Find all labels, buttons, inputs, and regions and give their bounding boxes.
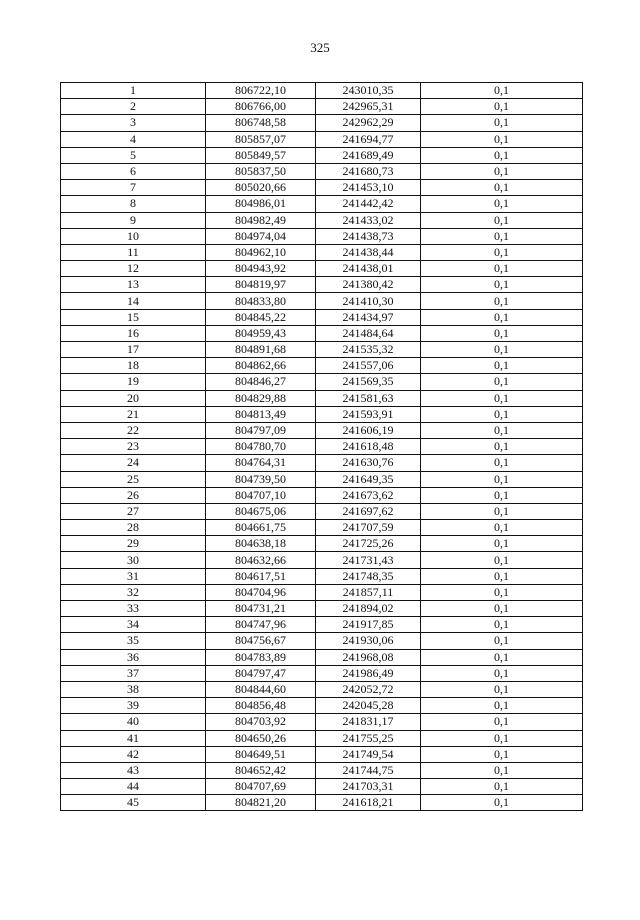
page-number: 325 [310,40,330,55]
table-row [61,342,583,358]
table-row [61,83,583,99]
y-coordinate-cell: 241930,06 [316,633,421,649]
x-coordinate-cell: 804856,48 [206,698,316,714]
accuracy-cell: 0,1 [421,180,583,196]
point-number-cell: 39 [61,698,206,714]
point-number-cell: 4 [61,131,206,147]
y-coordinate-cell: 241689,49 [316,147,421,163]
accuracy-cell: 0,1 [421,471,583,487]
accuracy-cell: 0,1 [421,99,583,115]
table-row [61,261,583,277]
point-number-cell: 1 [61,83,206,99]
y-coordinate-cell: 241731,43 [316,552,421,568]
y-coordinate-cell: 241581,63 [316,390,421,406]
x-coordinate-cell: 804731,21 [206,601,316,617]
accuracy-cell: 0,1 [421,762,583,778]
accuracy-cell: 0,1 [421,503,583,519]
x-coordinate-cell: 804797,09 [206,422,316,438]
point-number-cell: 25 [61,471,206,487]
x-coordinate-cell: 804943,92 [206,261,316,277]
accuracy-cell: 0,1 [421,633,583,649]
accuracy-cell: 0,1 [421,795,583,811]
table-row [61,374,583,390]
table-row [61,293,583,309]
accuracy-cell: 0,1 [421,406,583,422]
point-number-cell: 6 [61,163,206,179]
table-row [61,455,583,471]
y-coordinate-cell: 241410,30 [316,293,421,309]
y-coordinate-cell: 241968,08 [316,649,421,665]
point-number-cell: 2 [61,99,206,115]
accuracy-cell: 0,1 [421,131,583,147]
x-coordinate-cell: 804780,70 [206,439,316,455]
table-row [61,601,583,617]
y-coordinate-cell: 241569,35 [316,374,421,390]
table-row [61,471,583,487]
y-coordinate-cell: 241438,44 [316,244,421,260]
point-number-cell: 38 [61,681,206,697]
point-number-cell: 40 [61,714,206,730]
point-number-cell: 7 [61,180,206,196]
coordinates-table [60,82,583,811]
x-coordinate-cell: 804675,06 [206,503,316,519]
x-coordinate-cell: 804986,01 [206,196,316,212]
x-coordinate-cell: 806748,58 [206,115,316,131]
point-number-cell: 43 [61,762,206,778]
accuracy-cell: 0,1 [421,681,583,697]
x-coordinate-cell: 804707,69 [206,779,316,795]
y-coordinate-cell: 241453,10 [316,180,421,196]
accuracy-cell: 0,1 [421,584,583,600]
accuracy-cell: 0,1 [421,293,583,309]
accuracy-cell: 0,1 [421,487,583,503]
x-coordinate-cell: 804821,20 [206,795,316,811]
point-number-cell: 41 [61,730,206,746]
accuracy-cell: 0,1 [421,374,583,390]
point-number-cell: 8 [61,196,206,212]
point-number-cell: 3 [61,115,206,131]
point-number-cell: 36 [61,649,206,665]
x-coordinate-cell: 804638,18 [206,536,316,552]
y-coordinate-cell: 241618,21 [316,795,421,811]
table-row [61,762,583,778]
table-row [61,180,583,196]
table-row [61,439,583,455]
point-number-cell: 45 [61,795,206,811]
accuracy-cell: 0,1 [421,455,583,471]
table-row [61,730,583,746]
table-row [61,779,583,795]
accuracy-cell: 0,1 [421,649,583,665]
x-coordinate-cell: 804764,31 [206,455,316,471]
accuracy-cell: 0,1 [421,714,583,730]
y-coordinate-cell: 242052,72 [316,681,421,697]
point-number-cell: 5 [61,147,206,163]
y-coordinate-cell: 241618,48 [316,439,421,455]
point-number-cell: 28 [61,520,206,536]
table-row [61,196,583,212]
table-row [61,115,583,131]
table-row [61,163,583,179]
x-coordinate-cell: 804617,51 [206,568,316,584]
x-coordinate-cell: 804982,49 [206,212,316,228]
point-number-cell: 18 [61,358,206,374]
y-coordinate-cell: 241649,35 [316,471,421,487]
x-coordinate-cell: 804813,49 [206,406,316,422]
table-row [61,795,583,811]
accuracy-cell: 0,1 [421,390,583,406]
table-row [61,633,583,649]
y-coordinate-cell: 241433,02 [316,212,421,228]
x-coordinate-cell: 804707,10 [206,487,316,503]
accuracy-cell: 0,1 [421,601,583,617]
point-number-cell: 22 [61,422,206,438]
y-coordinate-cell: 241606,19 [316,422,421,438]
y-coordinate-cell: 241438,73 [316,228,421,244]
accuracy-cell: 0,1 [421,115,583,131]
point-number-cell: 19 [61,374,206,390]
point-number-cell: 9 [61,212,206,228]
accuracy-cell: 0,1 [421,439,583,455]
y-coordinate-cell: 241831,17 [316,714,421,730]
table-row [61,487,583,503]
y-coordinate-cell: 241725,26 [316,536,421,552]
table-row [61,649,583,665]
point-number-cell: 34 [61,617,206,633]
point-number-cell: 42 [61,746,206,762]
y-coordinate-cell: 241697,62 [316,503,421,519]
x-coordinate-cell: 804974,04 [206,228,316,244]
y-coordinate-cell: 242965,31 [316,99,421,115]
x-coordinate-cell: 804962,10 [206,244,316,260]
accuracy-cell: 0,1 [421,698,583,714]
table-row [61,552,583,568]
point-number-cell: 17 [61,342,206,358]
point-number-cell: 20 [61,390,206,406]
accuracy-cell: 0,1 [421,244,583,260]
y-coordinate-cell: 241535,32 [316,342,421,358]
y-coordinate-cell: 241917,85 [316,617,421,633]
y-coordinate-cell: 241755,25 [316,730,421,746]
table-row [61,665,583,681]
x-coordinate-cell: 804846,27 [206,374,316,390]
x-coordinate-cell: 805849,57 [206,147,316,163]
accuracy-cell: 0,1 [421,147,583,163]
y-coordinate-cell: 241380,42 [316,277,421,293]
x-coordinate-cell: 805020,66 [206,180,316,196]
accuracy-cell: 0,1 [421,358,583,374]
x-coordinate-cell: 804649,51 [206,746,316,762]
table-row [61,147,583,163]
table-row [61,584,583,600]
x-coordinate-cell: 804862,66 [206,358,316,374]
table-row [61,714,583,730]
y-coordinate-cell: 241744,75 [316,762,421,778]
x-coordinate-cell: 804829,88 [206,390,316,406]
accuracy-cell: 0,1 [421,163,583,179]
accuracy-cell: 0,1 [421,83,583,99]
x-coordinate-cell: 804833,80 [206,293,316,309]
y-coordinate-cell: 241680,73 [316,163,421,179]
table-row [61,503,583,519]
y-coordinate-cell: 241484,64 [316,325,421,341]
table-row [61,617,583,633]
table-row [61,99,583,115]
table-row [61,309,583,325]
y-coordinate-cell: 241434,97 [316,309,421,325]
table-row [61,244,583,260]
point-number-cell: 33 [61,601,206,617]
y-coordinate-cell: 242962,29 [316,115,421,131]
table-row [61,681,583,697]
point-number-cell: 15 [61,309,206,325]
y-coordinate-cell: 241748,35 [316,568,421,584]
y-coordinate-cell: 241986,49 [316,665,421,681]
table-row [61,406,583,422]
point-number-cell: 32 [61,584,206,600]
point-number-cell: 12 [61,261,206,277]
accuracy-cell: 0,1 [421,665,583,681]
accuracy-cell: 0,1 [421,342,583,358]
point-number-cell: 14 [61,293,206,309]
table-row [61,212,583,228]
x-coordinate-cell: 805837,50 [206,163,316,179]
x-coordinate-cell: 804783,89 [206,649,316,665]
x-coordinate-cell: 804797,47 [206,665,316,681]
point-number-cell: 16 [61,325,206,341]
x-coordinate-cell: 804747,96 [206,617,316,633]
point-number-cell: 21 [61,406,206,422]
point-number-cell: 44 [61,779,206,795]
accuracy-cell: 0,1 [421,422,583,438]
x-coordinate-cell: 804819,97 [206,277,316,293]
point-number-cell: 11 [61,244,206,260]
y-coordinate-cell: 243010,35 [316,83,421,99]
y-coordinate-cell: 241593,91 [316,406,421,422]
accuracy-cell: 0,1 [421,277,583,293]
y-coordinate-cell: 241673,62 [316,487,421,503]
table-row [61,131,583,147]
x-coordinate-cell: 804891,68 [206,342,316,358]
y-coordinate-cell: 241442,42 [316,196,421,212]
point-number-cell: 31 [61,568,206,584]
point-number-cell: 24 [61,455,206,471]
point-number-cell: 35 [61,633,206,649]
x-coordinate-cell: 804632,66 [206,552,316,568]
y-coordinate-cell: 241438,01 [316,261,421,277]
table-row [61,536,583,552]
x-coordinate-cell: 804959,43 [206,325,316,341]
point-number-cell: 13 [61,277,206,293]
x-coordinate-cell: 806766,00 [206,99,316,115]
table-row [61,746,583,762]
x-coordinate-cell: 804756,67 [206,633,316,649]
x-coordinate-cell: 804652,42 [206,762,316,778]
accuracy-cell: 0,1 [421,212,583,228]
table-row [61,520,583,536]
table-row [61,325,583,341]
accuracy-cell: 0,1 [421,309,583,325]
table-row [61,277,583,293]
y-coordinate-cell: 241749,54 [316,746,421,762]
point-number-cell: 26 [61,487,206,503]
accuracy-cell: 0,1 [421,325,583,341]
table-row [61,422,583,438]
x-coordinate-cell: 804739,50 [206,471,316,487]
y-coordinate-cell: 241707,59 [316,520,421,536]
point-number-cell: 23 [61,439,206,455]
point-number-cell: 29 [61,536,206,552]
accuracy-cell: 0,1 [421,228,583,244]
point-number-cell: 30 [61,552,206,568]
accuracy-cell: 0,1 [421,552,583,568]
x-coordinate-cell: 804661,75 [206,520,316,536]
accuracy-cell: 0,1 [421,520,583,536]
point-number-cell: 10 [61,228,206,244]
point-number-cell: 37 [61,665,206,681]
accuracy-cell: 0,1 [421,730,583,746]
coordinates-table-body [61,83,583,811]
table-row [61,568,583,584]
x-coordinate-cell: 804703,92 [206,714,316,730]
x-coordinate-cell: 804844,60 [206,681,316,697]
table-row [61,358,583,374]
y-coordinate-cell: 241894,02 [316,601,421,617]
x-coordinate-cell: 804650,26 [206,730,316,746]
x-coordinate-cell: 805857,07 [206,131,316,147]
table-row [61,228,583,244]
y-coordinate-cell: 241694,77 [316,131,421,147]
x-coordinate-cell: 804845,22 [206,309,316,325]
y-coordinate-cell: 241857,11 [316,584,421,600]
accuracy-cell: 0,1 [421,196,583,212]
accuracy-cell: 0,1 [421,536,583,552]
y-coordinate-cell: 242045,28 [316,698,421,714]
accuracy-cell: 0,1 [421,568,583,584]
y-coordinate-cell: 241557,06 [316,358,421,374]
x-coordinate-cell: 804704,96 [206,584,316,600]
accuracy-cell: 0,1 [421,617,583,633]
x-coordinate-cell: 806722,10 [206,83,316,99]
accuracy-cell: 0,1 [421,261,583,277]
y-coordinate-cell: 241630,76 [316,455,421,471]
table-row [61,390,583,406]
point-number-cell: 27 [61,503,206,519]
accuracy-cell: 0,1 [421,746,583,762]
accuracy-cell: 0,1 [421,779,583,795]
table-row [61,698,583,714]
y-coordinate-cell: 241703,31 [316,779,421,795]
